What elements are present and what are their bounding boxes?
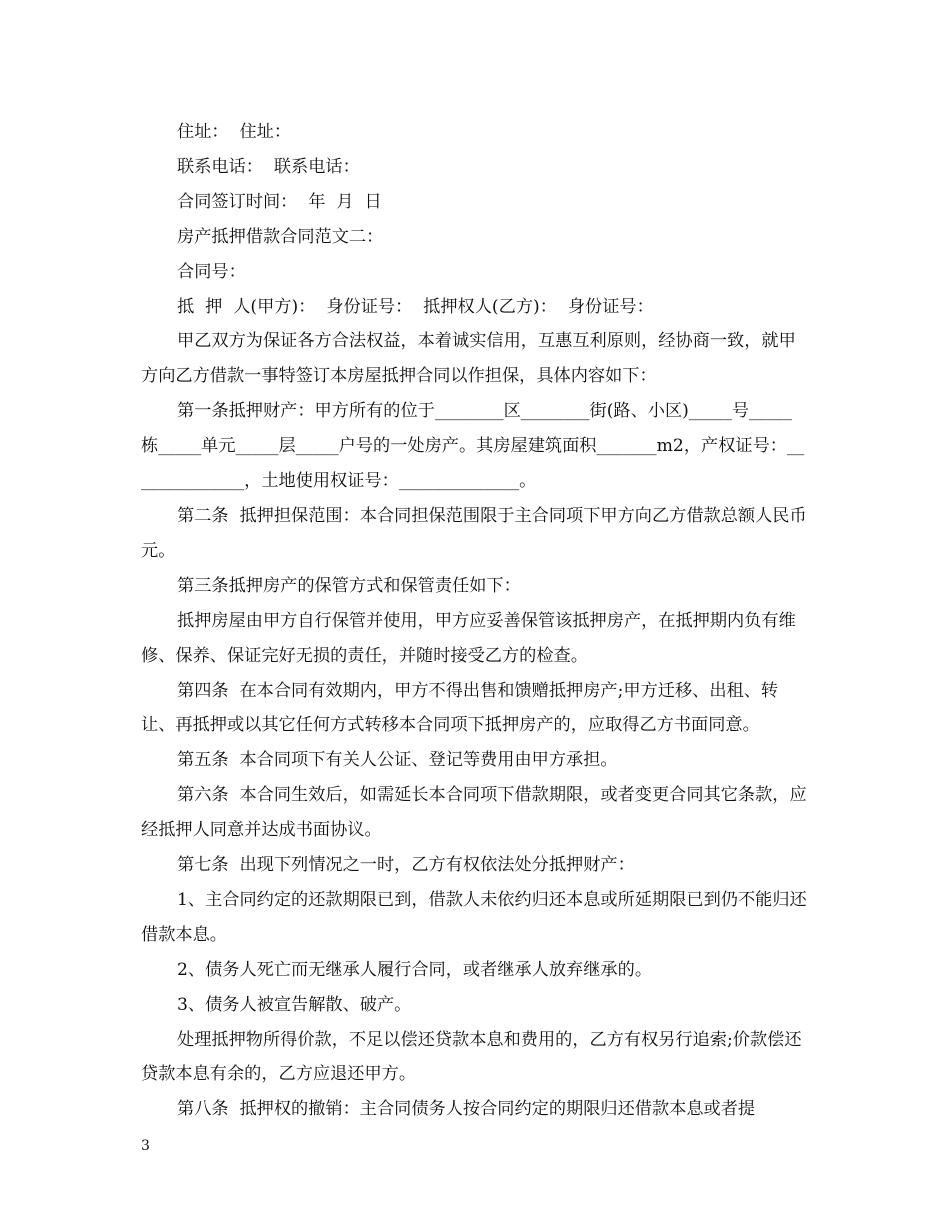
article-6-paragraph: 第六条 本合同生效后，如需延长本合同项下借款期限，或者变更合同其它条款，应经抵押人同意并达成书面协议。 xyxy=(141,785,807,841)
custody-paragraph: 抵押房屋由甲方自行保管并使用，甲方应妥善保管该抵押房产，在抵押期内负有维修、保养、保证完好无损的责任，并随时接受乙方的检查。 xyxy=(141,610,796,666)
parties-line: 抵 押 人(甲方)： 身份证号： 抵押权人(乙方)： 身份证号： xyxy=(177,296,654,317)
condition-2-paragraph: 2、债务人死亡而无继承人履行合同，或者继承人放弃继承的。 xyxy=(177,959,653,980)
article-7-paragraph: 第七条 出现下列情况之一时，乙方有权依法处分抵押财产： xyxy=(177,855,635,876)
signing-date-line: 合同签订时间： 年 月 日 xyxy=(177,191,382,212)
document-body xyxy=(141,115,818,1127)
address-line: 住址： 住址： xyxy=(177,122,292,142)
article-8-paragraph: 第八条 抵押权的撤销：主合同债务人按合同约定的期限归还借款本息或者提 xyxy=(177,1099,756,1120)
article-3-paragraph: 第三条抵押房产的保管方式和保管责任如下： xyxy=(177,575,521,596)
page-number: 3 xyxy=(141,1138,150,1154)
preamble-paragraph: 甲乙双方为保证各方合法权益，本着诚实信用，互惠互利原则，经协商一致，就甲方向乙方借款一事特签订本房屋抵押合同以作担保，具体内容如下： xyxy=(141,331,796,387)
section-heading: 房产抵押借款合同范文二： xyxy=(177,226,384,247)
contract-number-line: 合同号： xyxy=(177,261,246,282)
article-1-paragraph: 第一条抵押财产：甲方所有的位于________区________街(路、小区)_____号_____栋_____单元_____层_____户号的一处房产。其房屋建筑面积_______m2，产权证号：______________，土地使用权证号：______________。 xyxy=(141,401,805,492)
condition-3-paragraph: 3、债务人被宣告解散、破产。 xyxy=(177,994,412,1015)
article-2-paragraph: 第二条 抵押担保范围：本合同担保范围限于主合同项下甲方向乙方借款总额人民币 元。 xyxy=(141,505,818,561)
proceeds-paragraph: 处理抵押物所得价款，不足以偿还贷款本息和费用的，乙方有权另行追索;价款偿还贷款本息有余的，乙方应退还甲方。 xyxy=(141,1029,802,1085)
article-5-paragraph: 第五条 本合同项下有关人公证、登记等费用由甲方承担。 xyxy=(177,750,618,771)
article-4-paragraph: 第四条 在本合同有效期内，甲方不得出售和馈赠抵押房产;甲方迁移、出租、转让、再抵押或以其它任何方式转移本合同项下抵押房产的，应取得乙方书面同意。 xyxy=(141,680,779,736)
condition-1-paragraph: 1、主合同约定的还款期限已到，借款人未依约归还本息或所延期限已到仍不能归还借款本息。 xyxy=(141,889,807,945)
phone-line: 联系电话： 联系电话： xyxy=(177,156,360,177)
